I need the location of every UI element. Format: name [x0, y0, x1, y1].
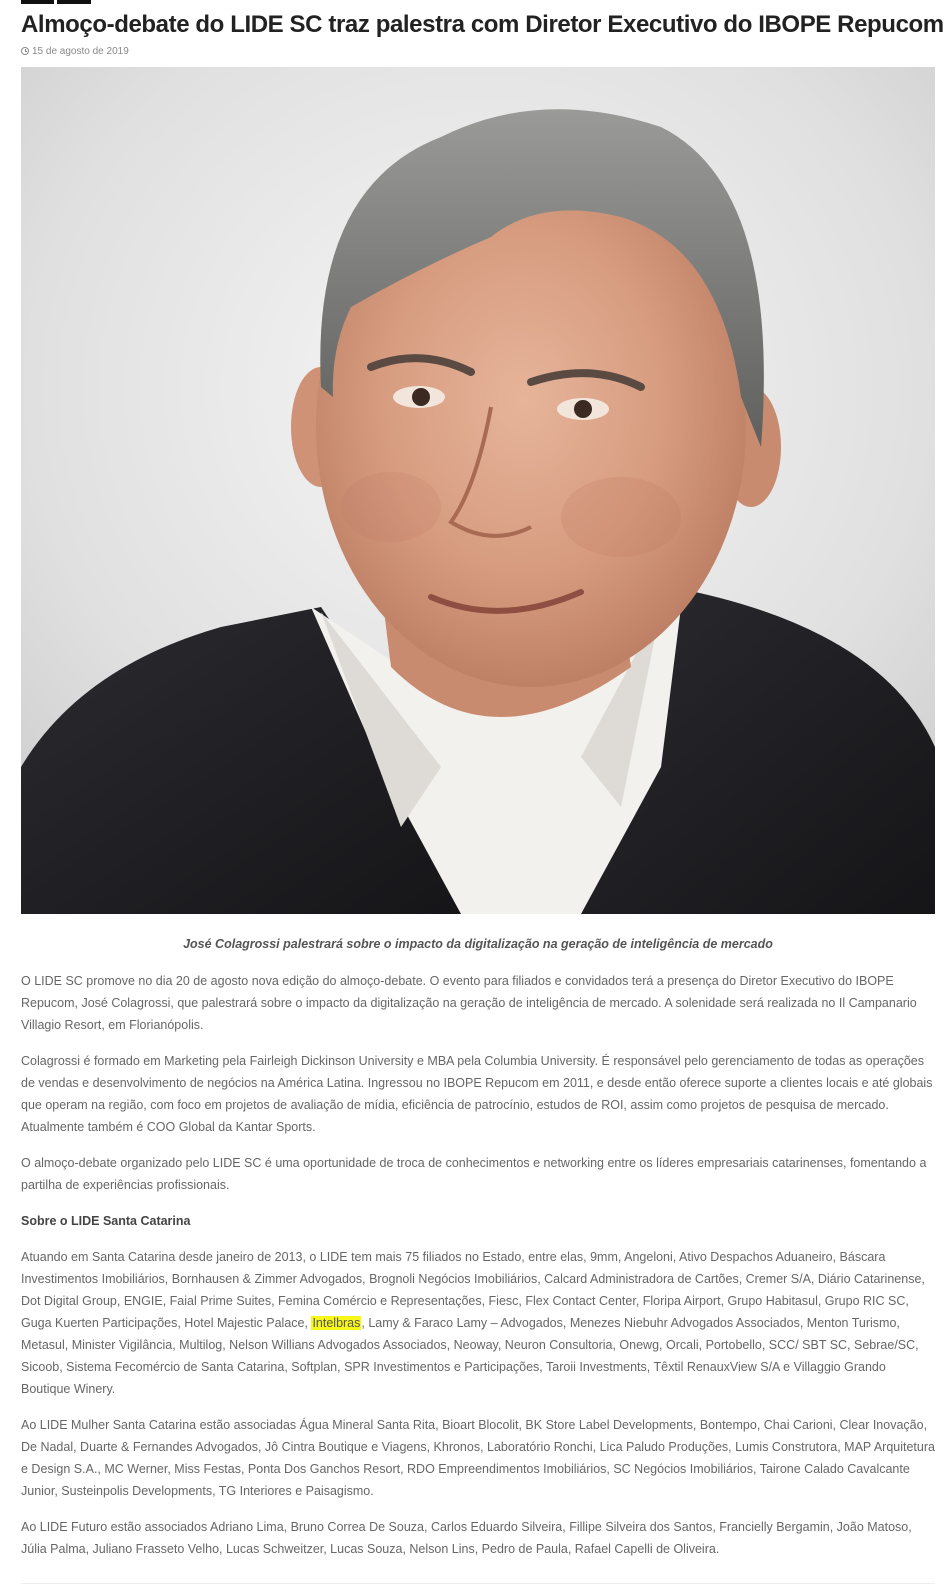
paragraph-event: O LIDE SC promove no dia 20 de agosto nova edição do almoço-debate. O evento para filiados e convidados terá a presença do Diretor Executivo do IBOPE Repucom, José Colagrossi, que palestrará sobre o impacto da digitalização na geração de inteligência de mercado. A solenidade será realizada no Il Campanario Villagio Resort, em Florianópolis.	[21, 974, 917, 1032]
paragraph-lide-mulher: Ao LIDE Mulher Santa Catarina estão associadas Água Mineral Santa Rita, Bioart Blocolit, BK Store Label Developments, Bontempo, Chai Carioni, Clear Inovação, De Nadal, Duarte & Fernandes Advogados, Jô Cintra Boutique e Viagens, Khronos, Laboratório Ronchi, Lica Paludo Produções, Lumis Construtora, MAP Arquitetura e Design S.A., MC Werner, Miss Festas, Ponta Dos Ganchos Resort, RDO Empreendimentos Imobiliários, SC Negócios Imobiliários, Tairone Calado Cavalcante Junior, Susteinpolis Developments, TG Interiores e Paisagismo.	[21, 1418, 935, 1498]
section-subhead: Sobre o LIDE Santa Catarina	[21, 1214, 191, 1228]
paragraph-bio: Colagrossi é formado em Marketing pela Fairleigh Dickinson University e MBA pela Columbia University. É responsável pelo gerenciamento de todas as operações de vendas e desenvolvimento de negócios na América Latina. Ingressou no IBOPE Repucom em 2011, e desde então oferece suporte a clientes locais e até globais que operam na região, com foco em projetos de avaliação de mídia, eficiência de patrocínio, estudos de ROI, assim como projetos de pesquisa de mercado. Atualmente também é COO Global da Kantar Sports.	[21, 1054, 933, 1134]
members-text-before: Atuando em Santa Catarina desde janeiro de 2013, o LIDE tem mais 75 filiados no Estado, entre elas, 9mm, Angeloni, Ativo Despachos Aduaneiro, Báscara Investimentos Imobiliários, Bornhausen & Zimmer Advogados, Brognoli Negócios Imobiliários, Calcard Administradora de Cartões, Cremer S/A, Diário Catarinense, Dot Digital Group, ENGIE, Faial Prime Suites, Femina Comércio e Representações, Fiesc, Flex Contact Center, Floripa Airport, Grupo Habitasul, Grupo RIC SC, Guga Kuerten Participações, Hotel Majestic Palace,	[21, 1250, 925, 1330]
portrait-illustration	[21, 67, 935, 914]
clock-icon	[21, 47, 29, 55]
paragraph-networking: O almoço-debate organizado pelo LIDE SC é uma oportunidade de troca de conhecimentos e networking entre os líderes empresariais catarinenses, fomentando a partilha de experiências profissionais.	[21, 1156, 927, 1192]
photo-caption: José Colagrossi palestrará sobre o impacto da digitalização na geração de inteligência de mercado	[183, 937, 773, 951]
article-body	[21, 970, 935, 1560]
members-text-after: , Lamy & Faraco Lamy – Advogados, Menezes Niebuhr Advogados Associados, Menton Turismo, Metasul, Minister Vigilância, Multilog, Nelson Willians Advogados Associados, Neoway, Neuron Consultoria, Onewg, Orcali, Portobello, SCC/ SBT SC, Sebrae/SC, Sicoob, Sistema Fecomércio de Santa Catarina, Softplan, SPR Investimentos e Participações, Taroii Investments, Têxtil RenauxView S/A e Villaggio Grando Boutique Winery.	[21, 1316, 919, 1396]
article-meta	[21, 43, 935, 59]
footer-divider	[21, 1583, 935, 1584]
paragraph-lide-futuro: Ao LIDE Futuro estão associados Adriano Lima, Bruno Correa De Souza, Carlos Eduardo Silveira, Fillipe Silveira dos Santos, Francielly Bergamin, João Matoso, Júlia Palma, Juliano Frasseto Velho, Lucas Schweitzer, Lucas Souza, Nelson Lins, Pedro de Paula, Rafael Capelli de Oliveira.	[21, 1520, 912, 1556]
highlighted-member: Intelbras	[312, 1316, 361, 1330]
tab-divider	[54, 0, 57, 4]
article-title: Almoço-debate do LIDE SC traz palestra com Diretor Executivo do IBOPE Repucom	[21, 11, 944, 38]
article	[21, 8, 944, 1574]
paragraph-members	[21, 1246, 935, 1400]
category-tab-bar[interactable]	[21, 0, 91, 4]
portrait-photo	[21, 67, 935, 914]
article-date: 15 de agosto de 2019	[32, 45, 129, 57]
